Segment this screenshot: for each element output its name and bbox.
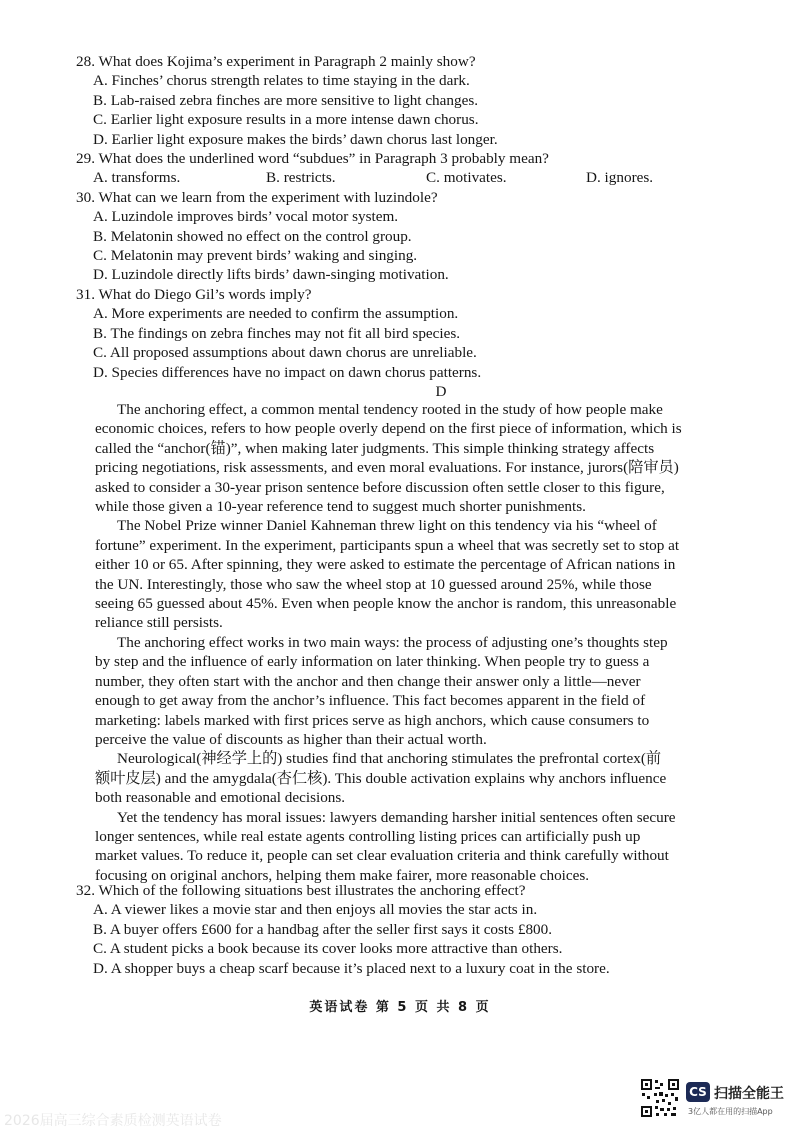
question-stem: 29. What does the underlined word “subdues” in Paragraph 3 probably mean?	[76, 150, 549, 168]
option: B. The findings on zebra finches may not fit all bird species.	[93, 324, 461, 342]
passage-line: pricing negotiations, risk assessments, and even moral evaluations. For instance, jurors(陪审员)	[95, 459, 679, 477]
passage-line: 额叶皮层) and the amygdala(杏仁核). This double activation explains why anchors influence	[95, 769, 667, 787]
option: D. ignores.	[586, 169, 654, 187]
scanner-app-name: 扫描全能王	[714, 1086, 784, 1102]
question-stem: 30. What can we learn from the experiment with luzindole?	[76, 188, 438, 206]
questions-28-31	[76, 52, 776, 401]
scanner-tagline: 3亿人都在用的扫描App	[688, 1107, 773, 1116]
option: C. A student picks a book because its cover looks more attractive than others.	[93, 940, 563, 958]
passage-line: The anchoring effect works in two main ways: the process of adjusting one’s thoughts step	[117, 633, 668, 651]
question-32	[76, 881, 776, 978]
option: C. All proposed assumptions about dawn chorus are unreliable.	[93, 344, 477, 362]
option: C. Earlier light exposure results in a more intense dawn chorus.	[93, 111, 479, 129]
passage-line: while those given a 10-year reference tend to suggest much shorter punishments.	[95, 498, 586, 516]
passage-paragraph	[95, 633, 700, 749]
option: B. Melatonin showed no effect on the control group.	[93, 227, 412, 245]
passage-line: The Nobel Prize winner Daniel Kahneman threw light on this tendency via his “wheel of	[117, 517, 657, 535]
passage-line: number, they often start with the anchor and then change their answer only a little—never	[95, 672, 641, 690]
passage-line: both reasonable and emotional decisions.	[95, 789, 346, 807]
passage-paragraph	[95, 516, 700, 632]
options-row	[76, 168, 776, 187]
option: A. transforms.	[93, 169, 181, 187]
option: B. A buyer offers £600 for a handbag after the seller first says it costs £800.	[93, 920, 553, 938]
passage-paragraph	[95, 749, 700, 807]
page-footer: 英语试卷 第 5 页 共 8 页	[309, 1000, 491, 1015]
option: A. Finches’ chorus strength relates to time staying in the dark.	[93, 72, 470, 90]
option: D. Luzindole directly lifts birds’ dawn-singing motivation.	[93, 266, 449, 284]
passage-line: reliance still persists.	[95, 614, 223, 632]
passage-line: either 10 or 65. After spinning, they were asked to estimate the percentage of African nations in	[95, 556, 676, 574]
passage-paragraph	[95, 808, 700, 886]
reading-passage-d	[95, 400, 700, 885]
option: C. motivates.	[426, 169, 507, 187]
passage-line: The anchoring effect, a common mental tendency rooted in the study of how people make	[117, 401, 663, 418]
passage-line: longer sentences, while real estate agents controlling listing prices can artificially push up	[95, 827, 641, 845]
option: B. Lab-raised zebra finches are more sensitive to light changes.	[93, 91, 479, 109]
section-heading: D	[435, 382, 447, 400]
passage-line: Neurological(神经学上的) studies find that anchoring stimulates the prefrontal cortex(前	[117, 750, 662, 768]
question-stem: 28. What does Kojima’s experiment in Paragraph 2 mainly show?	[76, 53, 476, 70]
option: C. Melatonin may prevent birds’ waking and singing.	[93, 247, 418, 265]
passage-line: seeing 65 guessed about 45%. Even when people know the anchor is random, this unreasonable	[95, 595, 677, 613]
passage-paragraph	[95, 400, 700, 516]
question-stem: 32. Which of the following situations best illustrates the anchoring effect?	[76, 882, 526, 899]
option: A. Luzindole improves birds’ vocal motor system.	[93, 208, 399, 226]
passage-line: marketing: labels marked with first prices serve as high anchors, which cause consumers to	[95, 711, 650, 729]
passage-line: focusing on original anchors, helping them make fairer, more reasonable choices.	[95, 866, 590, 884]
option: A. More experiments are needed to confirm the assumption.	[93, 305, 459, 323]
passage-line: enough to get away from the anchor’s influence. This fact becomes apparent in the field of	[95, 692, 646, 710]
option: D. Species differences have no impact on dawn chorus patterns.	[93, 363, 482, 381]
passage-line: called the “anchor(锚)”, when making later judgments. This simple thinking strategy affects	[95, 439, 655, 457]
option: B. restricts.	[266, 169, 336, 187]
watermark: 2026届高三综合素质检测英语试卷	[4, 1113, 222, 1129]
passage-line: Yet the tendency has moral issues: lawyers demanding harsher initial sentences often secure	[117, 808, 676, 826]
option: D. A shopper buys a cheap scarf because it’s placed next to a luxury coat in the store.	[93, 959, 610, 977]
passage-line: the UN. Interestingly, those who saw the wheel stop at 10 guessed around 25%, while those	[95, 575, 652, 593]
option: A. A viewer likes a movie star and then enjoys all movies the star acts in.	[93, 901, 538, 919]
scanner-logo-icon: CS	[686, 1082, 710, 1102]
option: D. Earlier light exposure makes the birds’ dawn chorus last longer.	[93, 130, 498, 148]
passage-line: by step and the influence of early information on later thinking. When people try to guess a	[95, 653, 650, 671]
question-stem: 31. What do Diego Gil’s words imply?	[76, 285, 312, 303]
passage-line: market values. To reduce it, people can set clear evaluation criteria and think carefully without	[95, 847, 669, 865]
qr-code-icon	[640, 1078, 680, 1118]
passage-line: asked to consider a 30-year prison sentence before discussion often settle closer to this figure,	[95, 478, 665, 496]
passage-line: perceive the value of discounts as higher than their actual worth.	[95, 730, 487, 748]
passage-line: fortune” experiment. In the experiment, participants spun a wheel that was secretly set to stop at	[95, 536, 680, 554]
passage-line: economic choices, refers to how people overly depend on the first piece of information, which is	[95, 420, 682, 438]
